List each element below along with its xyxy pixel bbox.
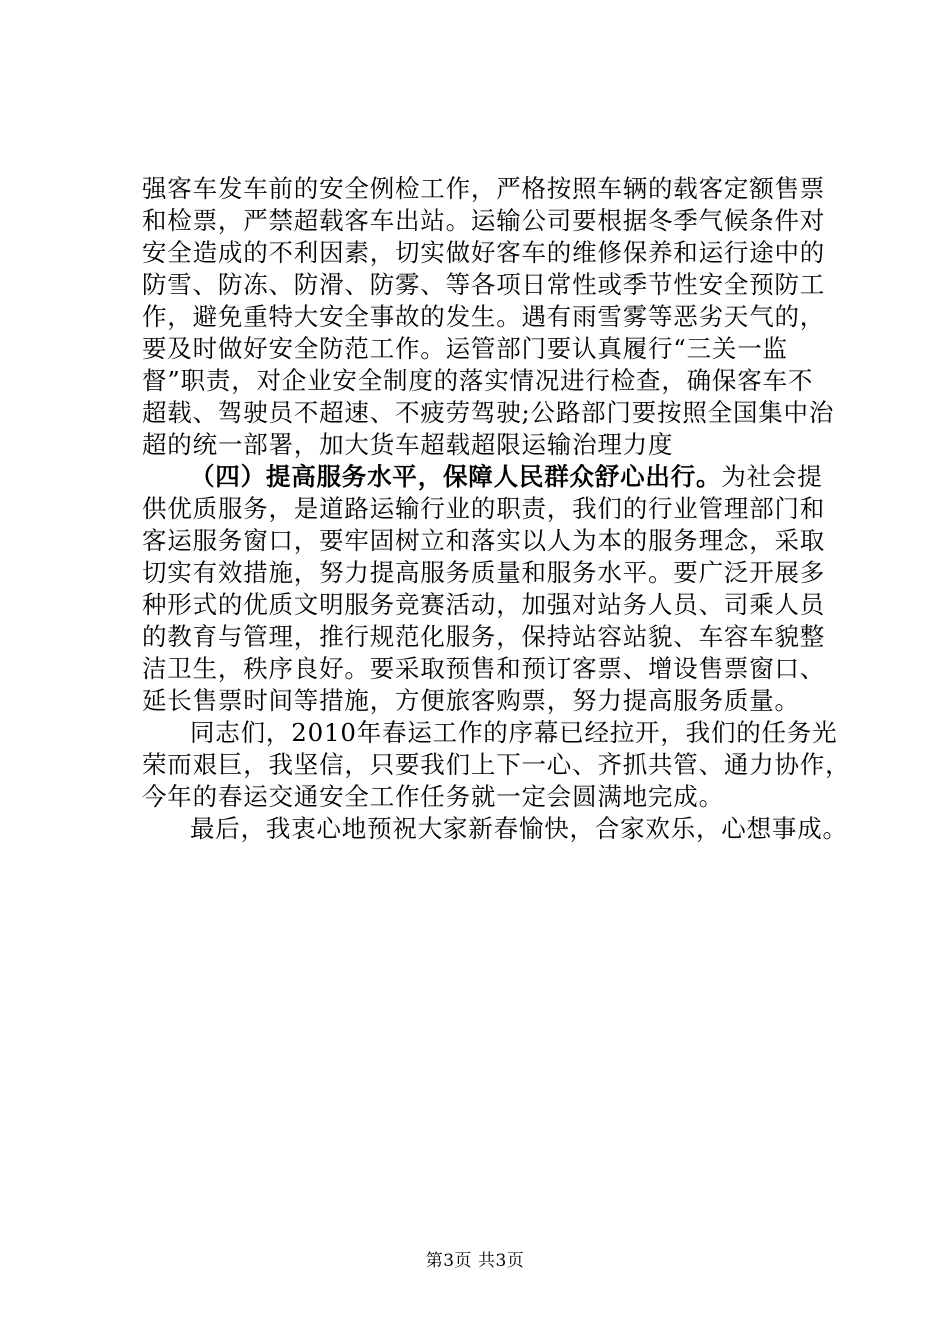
- text-line: 切实有效措施，努力提高服务质量和服务水平。要广泛开展多: [142, 558, 826, 587]
- text-line: 超载、驾驶员不超速、不疲劳驾驶;公路部门要按照全国集中治: [142, 398, 835, 427]
- text-line: 供优质服务，是道路运输行业的职责，我们的行业管理部门和: [142, 494, 826, 523]
- text-line: 安全造成的不利因素，切实做好客车的维修保养和运行途中的: [142, 238, 826, 267]
- text-line: 的教育与管理，推行规范化服务，保持站容站貌、车容车貌整: [142, 622, 826, 651]
- text-line: 种形式的优质文明服务竞赛活动，加强对站务人员、司乘人员: [142, 590, 826, 619]
- text-line: 超的统一部署，加大货车超载超限运输治理力度: [142, 430, 674, 459]
- closing-paragraph-first-line: 同志们，2010年春运工作的序幕已经拉开，我们的任务光: [190, 718, 838, 747]
- text-line: 作，避免重特大安全事故的发生。遇有雨雪雾等恶劣天气的，: [142, 302, 826, 331]
- section-4-heading: （四）提高服务水平，保障人民群众舒心出行。: [190, 462, 722, 491]
- text-line: 客运服务窗口，要牢固树立和落实以人为本的服务理念，采取: [142, 526, 826, 555]
- text-line: 今年的春运交通安全工作任务就一定会圆满地完成。: [142, 782, 724, 811]
- text-line: 强客车发车前的安全例检工作，严格按照车辆的载客定额售票: [142, 174, 826, 203]
- page-footer: 第3页 共3页: [425, 1251, 525, 1271]
- text-line: 延长售票时间等措施，方便旅客购票，努力提高服务质量。: [142, 686, 800, 715]
- text-line: 荣而艰巨，我坚信，只要我们上下一心、齐抓共管、通力协作，: [142, 750, 851, 779]
- text-line: 和检票，严禁超载客车出站。运输公司要根据冬季气候条件对: [142, 206, 826, 235]
- document-body: [142, 173, 851, 845]
- text-line: 督”职责，对企业安全制度的落实情况进行检查，确保客车不: [142, 366, 814, 395]
- section-4-first-line-rest: 为社会提: [721, 462, 823, 491]
- text-line: 洁卫生，秩序良好。要采取预售和预订客票、增设售票窗口、: [142, 654, 826, 683]
- section-heading-line: [142, 461, 832, 493]
- text-line: 要及时做好安全防范工作。运管部门要认真履行“三关一监: [142, 334, 788, 363]
- text-line: 防雪、防冻、防滑、防雾、等各项日常性或季节性安全预防工: [142, 270, 826, 299]
- final-line: 最后，我衷心地预祝大家新春愉快，合家欢乐，心想事成。: [190, 814, 848, 843]
